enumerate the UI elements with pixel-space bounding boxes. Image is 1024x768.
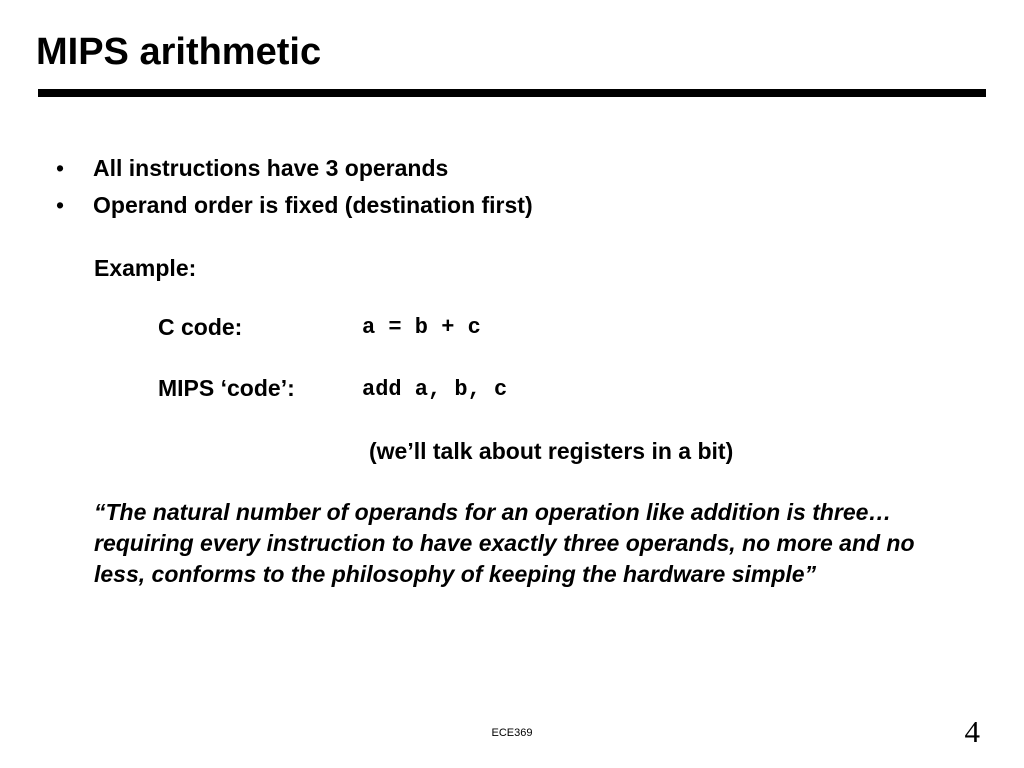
page-number: 4 (964, 714, 980, 749)
title-divider (38, 89, 986, 97)
bullet-marker: • (56, 155, 65, 181)
bullet-marker: • (56, 192, 65, 218)
slide-title: MIPS arithmetic (36, 31, 322, 73)
mips-code-label: MIPS ‘code’: (158, 375, 295, 401)
mips-code-value: add a, b, c (362, 377, 508, 402)
registers-note: (we’ll talk about registers in a bit) (369, 438, 734, 464)
bullet-item (56, 190, 533, 220)
example-label: Example: (94, 255, 197, 281)
bullet-text: Operand order is fixed (destination first) (93, 192, 533, 218)
bullet-text: All instructions have 3 operands (93, 155, 449, 181)
footer-course-label: ECE369 (491, 727, 533, 739)
quote-text: “The natural number of operands for an operation like addition is three…requiring every instruction to have exactly three operands, no more and no less, conforms to the philosophy of keeping the hardware simple” (94, 499, 915, 587)
c-code-label: C code: (158, 314, 243, 340)
c-code-value: a = b + c (362, 315, 481, 340)
bullet-item (56, 153, 448, 183)
